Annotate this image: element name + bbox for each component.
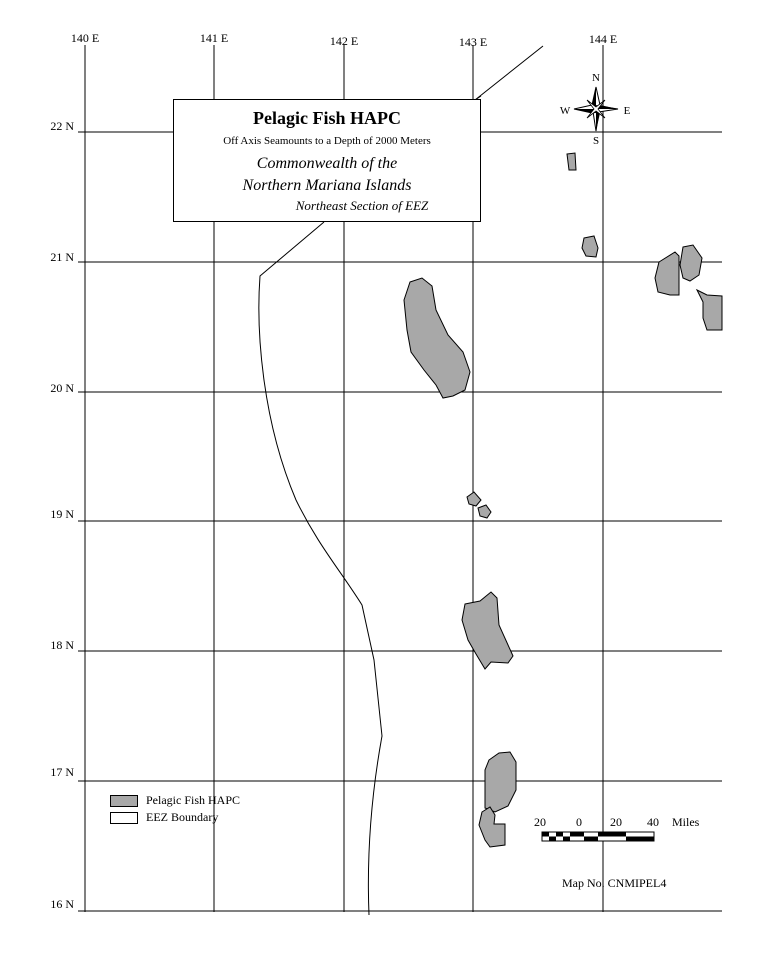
compass-north: N: [592, 72, 600, 84]
hapc-seamounts: [404, 153, 722, 847]
scale-seg-3: [556, 832, 563, 837]
seamount-h: [478, 505, 491, 518]
scale-label-40: 40: [647, 815, 659, 829]
scale-label-20-left: 20: [534, 815, 546, 829]
seamount-e: [697, 290, 722, 330]
lat-label-18: 18 N: [50, 638, 74, 652]
legend: [110, 792, 240, 826]
legend-swatch-hapc: [110, 795, 138, 807]
map-title: Pelagic Fish HAPC: [253, 108, 401, 128]
scale-seg-7: [598, 832, 626, 837]
legend-row-eez: [110, 809, 240, 826]
scale-seg-4: [563, 837, 570, 842]
lat-label-20: 20 N: [50, 381, 74, 395]
map-region-line2: Northern Mariana Islands: [242, 177, 412, 194]
legend-label-eez: EEZ Boundary: [146, 810, 219, 824]
seamount-f: [404, 278, 470, 398]
seamount-a: [567, 153, 576, 170]
seamount-k: [479, 807, 505, 847]
scale-seg-2: [549, 837, 556, 842]
map-number: Map No. CNMIPEL4: [562, 876, 667, 890]
compass-east: E: [623, 105, 631, 117]
lat-label-21: 21 N: [50, 250, 74, 264]
seamount-c: [655, 252, 679, 295]
compass-south: S: [592, 135, 600, 147]
scale-seg-8: [626, 837, 654, 842]
seamount-d: [680, 245, 702, 281]
map-subtitle: Off Axis Seamounts to a Depth of 2000 Meters: [223, 135, 431, 147]
seamount-i: [462, 592, 513, 669]
legend-label-hapc: Pelagic Fish HAPC: [146, 793, 241, 807]
lon-label-140: 140 E: [70, 31, 100, 45]
seamount-b: [582, 236, 598, 257]
lon-label-142: 142 E: [329, 34, 359, 48]
seamount-g: [467, 492, 481, 506]
legend-row-hapc: [110, 792, 240, 809]
scale-seg-6: [584, 837, 598, 842]
scale-seg-5: [570, 832, 584, 837]
latitude-labels: [50, 119, 74, 911]
lat-label-19: 19 N: [50, 507, 74, 521]
lat-label-17: 17 N: [50, 765, 74, 779]
scale-seg-1: [542, 832, 549, 837]
scale-bar: [542, 832, 654, 841]
lat-label-22: 22 N: [50, 119, 74, 133]
legend-swatch-eez: [110, 812, 138, 824]
lat-label-16: 16 N: [50, 897, 74, 911]
map-section: Northeast Section of EEZ: [295, 198, 429, 213]
lon-label-143: 143 E: [458, 35, 488, 49]
scale-unit: Miles: [672, 815, 700, 829]
seamount-j: [485, 752, 516, 812]
map-region-line1: Commonwealth of the: [256, 155, 398, 172]
lon-label-144: 144 E: [588, 32, 618, 46]
compass-west: W: [559, 105, 571, 117]
compass-rose: [560, 72, 631, 147]
title-box: [173, 99, 481, 222]
lon-label-141: 141 E: [199, 31, 229, 45]
longitude-labels: [71, 31, 617, 49]
scale-label-0: 0: [576, 815, 582, 829]
scale-label-20: 20: [610, 815, 622, 829]
